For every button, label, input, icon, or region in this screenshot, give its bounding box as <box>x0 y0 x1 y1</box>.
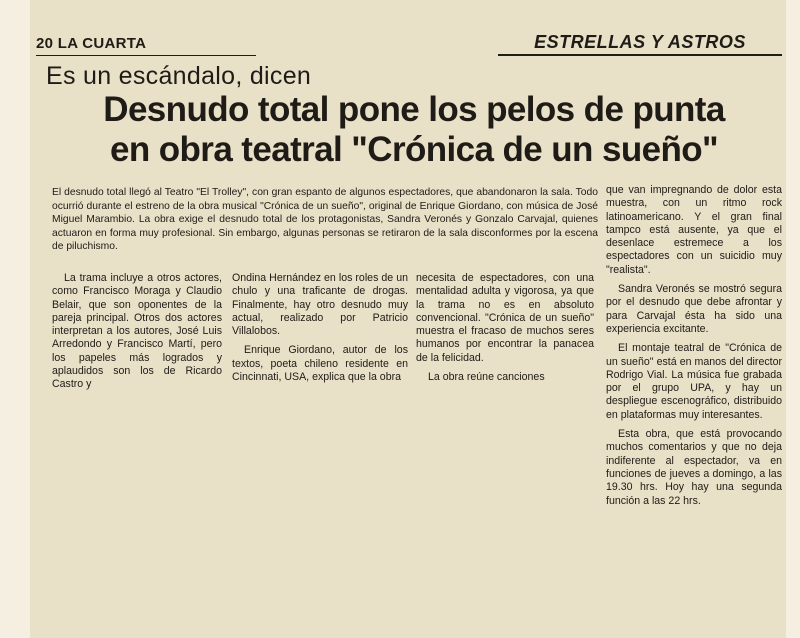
page-label: 20 LA CUARTA <box>36 35 147 52</box>
column-4-paragraph-4: Esta obra, que está provocando muchos comentarios y que no deja indiferente al espectador, va en funciones de jueves a domingo, a las 19.30 hrs. Hoy hay una segunda función a las 22 hrs. <box>606 428 782 507</box>
headline-line-2: en obra teatral "Crónica de un sueño" <box>109 130 719 169</box>
article-column-1 <box>52 272 222 398</box>
column-3-paragraph-1: necesita de espectadores, con una mentalidad adulta y vigorosa, ya que la trama no es en absoluto convencional. "Crónica de un sueño" muestra el fracaso de muchos seres humanos por encontrar la panacea de la felicidad. <box>416 272 594 364</box>
article-column-4 <box>606 184 782 514</box>
article-column-2 <box>232 272 408 390</box>
header-rule <box>36 55 256 56</box>
column-4-paragraph-2: Sandra Veronés se mostró segura por el desnudo que debe afrontar y para Carvajal ésta ha sido una experiencia excitante. <box>606 283 782 335</box>
article-column-3 <box>416 272 594 390</box>
headline-line-1: Desnudo total pone los pelos de punta <box>103 90 725 129</box>
column-2-paragraph-1: Ondina Hernández en los roles de un chulo y una traficante de drogas. Finalmente, hay otro desnudo muy actual, realizado por Patricio Villalobos. <box>232 272 408 338</box>
section-title: ESTRELLAS Y ASTROS <box>498 32 782 56</box>
article-kicker: Es un escándalo, dicen <box>46 62 312 90</box>
column-1-paragraph-1: La trama incluye a otros actores, como Francisco Moraga y Claudio Belair, que son oponentes de la pareja principal. Otros dos actores interpretan a los autores, José Luis Arredondo y Francisco Martí, pero los papeles más logrados y aplaudidos son los de Ricardo Castro y <box>52 272 222 391</box>
column-4-paragraph-3: El montaje teatral de "Crónica de un sueño" está en manos del director Rodrigo Vial. La música fue grabada por el grupo UPA, y hay un despliegue escenográfico, distribuido en plataformas muy interesantes. <box>606 342 782 421</box>
article-lead: El desnudo total llegó al Teatro "El Trolley", con gran espanto de algunos espectadores, que abandonaron la sala. Todo ocurrió durante el estreno de la obra musical "Crónica de un sueño", original de Enrique Giordano, con música de José Miguel Marambio. La obra exige el desnudo total de los protagonistas, Sandra Veronés y Gonzalo Carvajal, quienes actuaron en forma muy profesional. Sin embargo, algunas personas se retiraron de la sala disconformes por la escena de piluchismo. <box>52 187 598 252</box>
column-2-paragraph-2: Enrique Giordano, autor de los textos, poeta chileno residente en Cincinnati, USA, explica que la obra <box>232 344 408 384</box>
column-3-paragraph-2: La obra reúne canciones <box>428 371 545 384</box>
column-4-paragraph-1: que van impregnando de dolor esta muestra, con un ritmo rock latinoamericano. Y el gran final tampco está ausente, ya que el desenlace estremece a los espectadores con un suicidio muy "realista". <box>606 184 782 276</box>
article-headline <box>44 90 784 170</box>
